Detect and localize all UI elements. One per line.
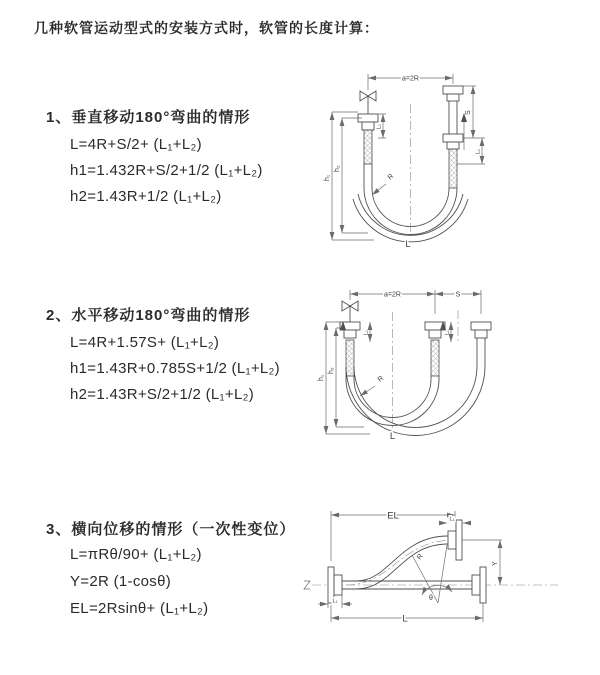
section-1-formula-L: L=4R+S/2+ (L₁+L₂) <box>70 136 202 153</box>
right-hose-end <box>443 86 463 188</box>
dim-label-r: R <box>416 552 425 562</box>
section-3-formula-Y: Y=2R (1-cosθ) <box>70 573 172 590</box>
section-3-heading: 3、横向位移的情形（一次性变位） <box>46 521 296 538</box>
dim-label-l: L <box>389 431 396 442</box>
section-2-heading: 2、水平移动180°弯曲的情形 <box>46 307 251 324</box>
dim-label-a2r: a=2R <box>384 291 401 299</box>
valve-icon <box>360 91 376 114</box>
page-title: 几种软管运动型式的安装方式时，软管的长度计算： <box>34 20 379 36</box>
diagram-lateral-displacement <box>300 503 600 651</box>
dim-label-l1-left: L₁ <box>363 330 370 335</box>
section-2-formula-h1: h1=1.43R+0.785S+1/2 (L₁+L₂) <box>70 360 280 377</box>
section-3-formula-L: L=πRθ/90+ (L₁+L₂) <box>70 546 202 563</box>
hose-u-bend <box>346 366 485 436</box>
centerline-mark <box>304 581 310 589</box>
section-3-formula-EL: EL=2Rsinθ+ (L₁+L₂) <box>70 600 209 617</box>
dim-label-l: L <box>405 239 411 250</box>
dim-label-a2r: a=2R <box>402 75 419 83</box>
dim-label-l1-right: L₁ <box>475 149 482 154</box>
shifted-hose-end <box>471 322 491 366</box>
dim-label-r: R <box>386 172 396 182</box>
dim-label-theta: θ <box>429 595 433 602</box>
dim-label-l1-mid: L₁ <box>444 330 451 335</box>
displaced-hose <box>346 520 462 589</box>
dim-label-r: R <box>376 374 386 384</box>
section-1-formula-h2: h2=1.43R+1/2 (L₁+L₂) <box>70 188 222 205</box>
section-2-formula-L: L=4R+1.57S+ (L₁+L₂) <box>70 334 220 351</box>
dim-label-s: S <box>465 110 472 115</box>
dim-label-l1-top: L₁ <box>449 516 455 523</box>
dim-label-el: EL <box>387 510 399 522</box>
section-1-formula-h1: h1=1.432R+S/2+1/2 (L₁+L₂) <box>70 162 263 179</box>
dim-label-s: S <box>455 291 461 299</box>
middle-hose-end <box>425 322 445 376</box>
dim-label-h1: h₁ <box>318 374 325 381</box>
diagram-horizontal-180-bend <box>312 284 600 464</box>
dim-label-l1-left: L₁ <box>332 598 338 605</box>
dim-label-h1: h₁ <box>324 174 331 181</box>
dim-label-l1-left: L₁ <box>376 124 383 129</box>
left-hose-end <box>340 322 360 376</box>
section-1-heading: 1、垂直移动180°弯曲的情形 <box>46 109 251 126</box>
dim-label-h2: h₂ <box>334 165 341 172</box>
left-hose-end <box>358 114 378 188</box>
valve-icon <box>342 301 358 322</box>
dim-label-h2: h₂ <box>328 367 335 374</box>
dim-label-y: Y <box>492 561 499 566</box>
dim-label-l: L <box>402 613 408 625</box>
section-2-formula-h2: h2=1.43R+S/2+1/2 (L₁+L₂) <box>70 386 255 403</box>
diagram-vertical-180-bend <box>308 66 600 262</box>
